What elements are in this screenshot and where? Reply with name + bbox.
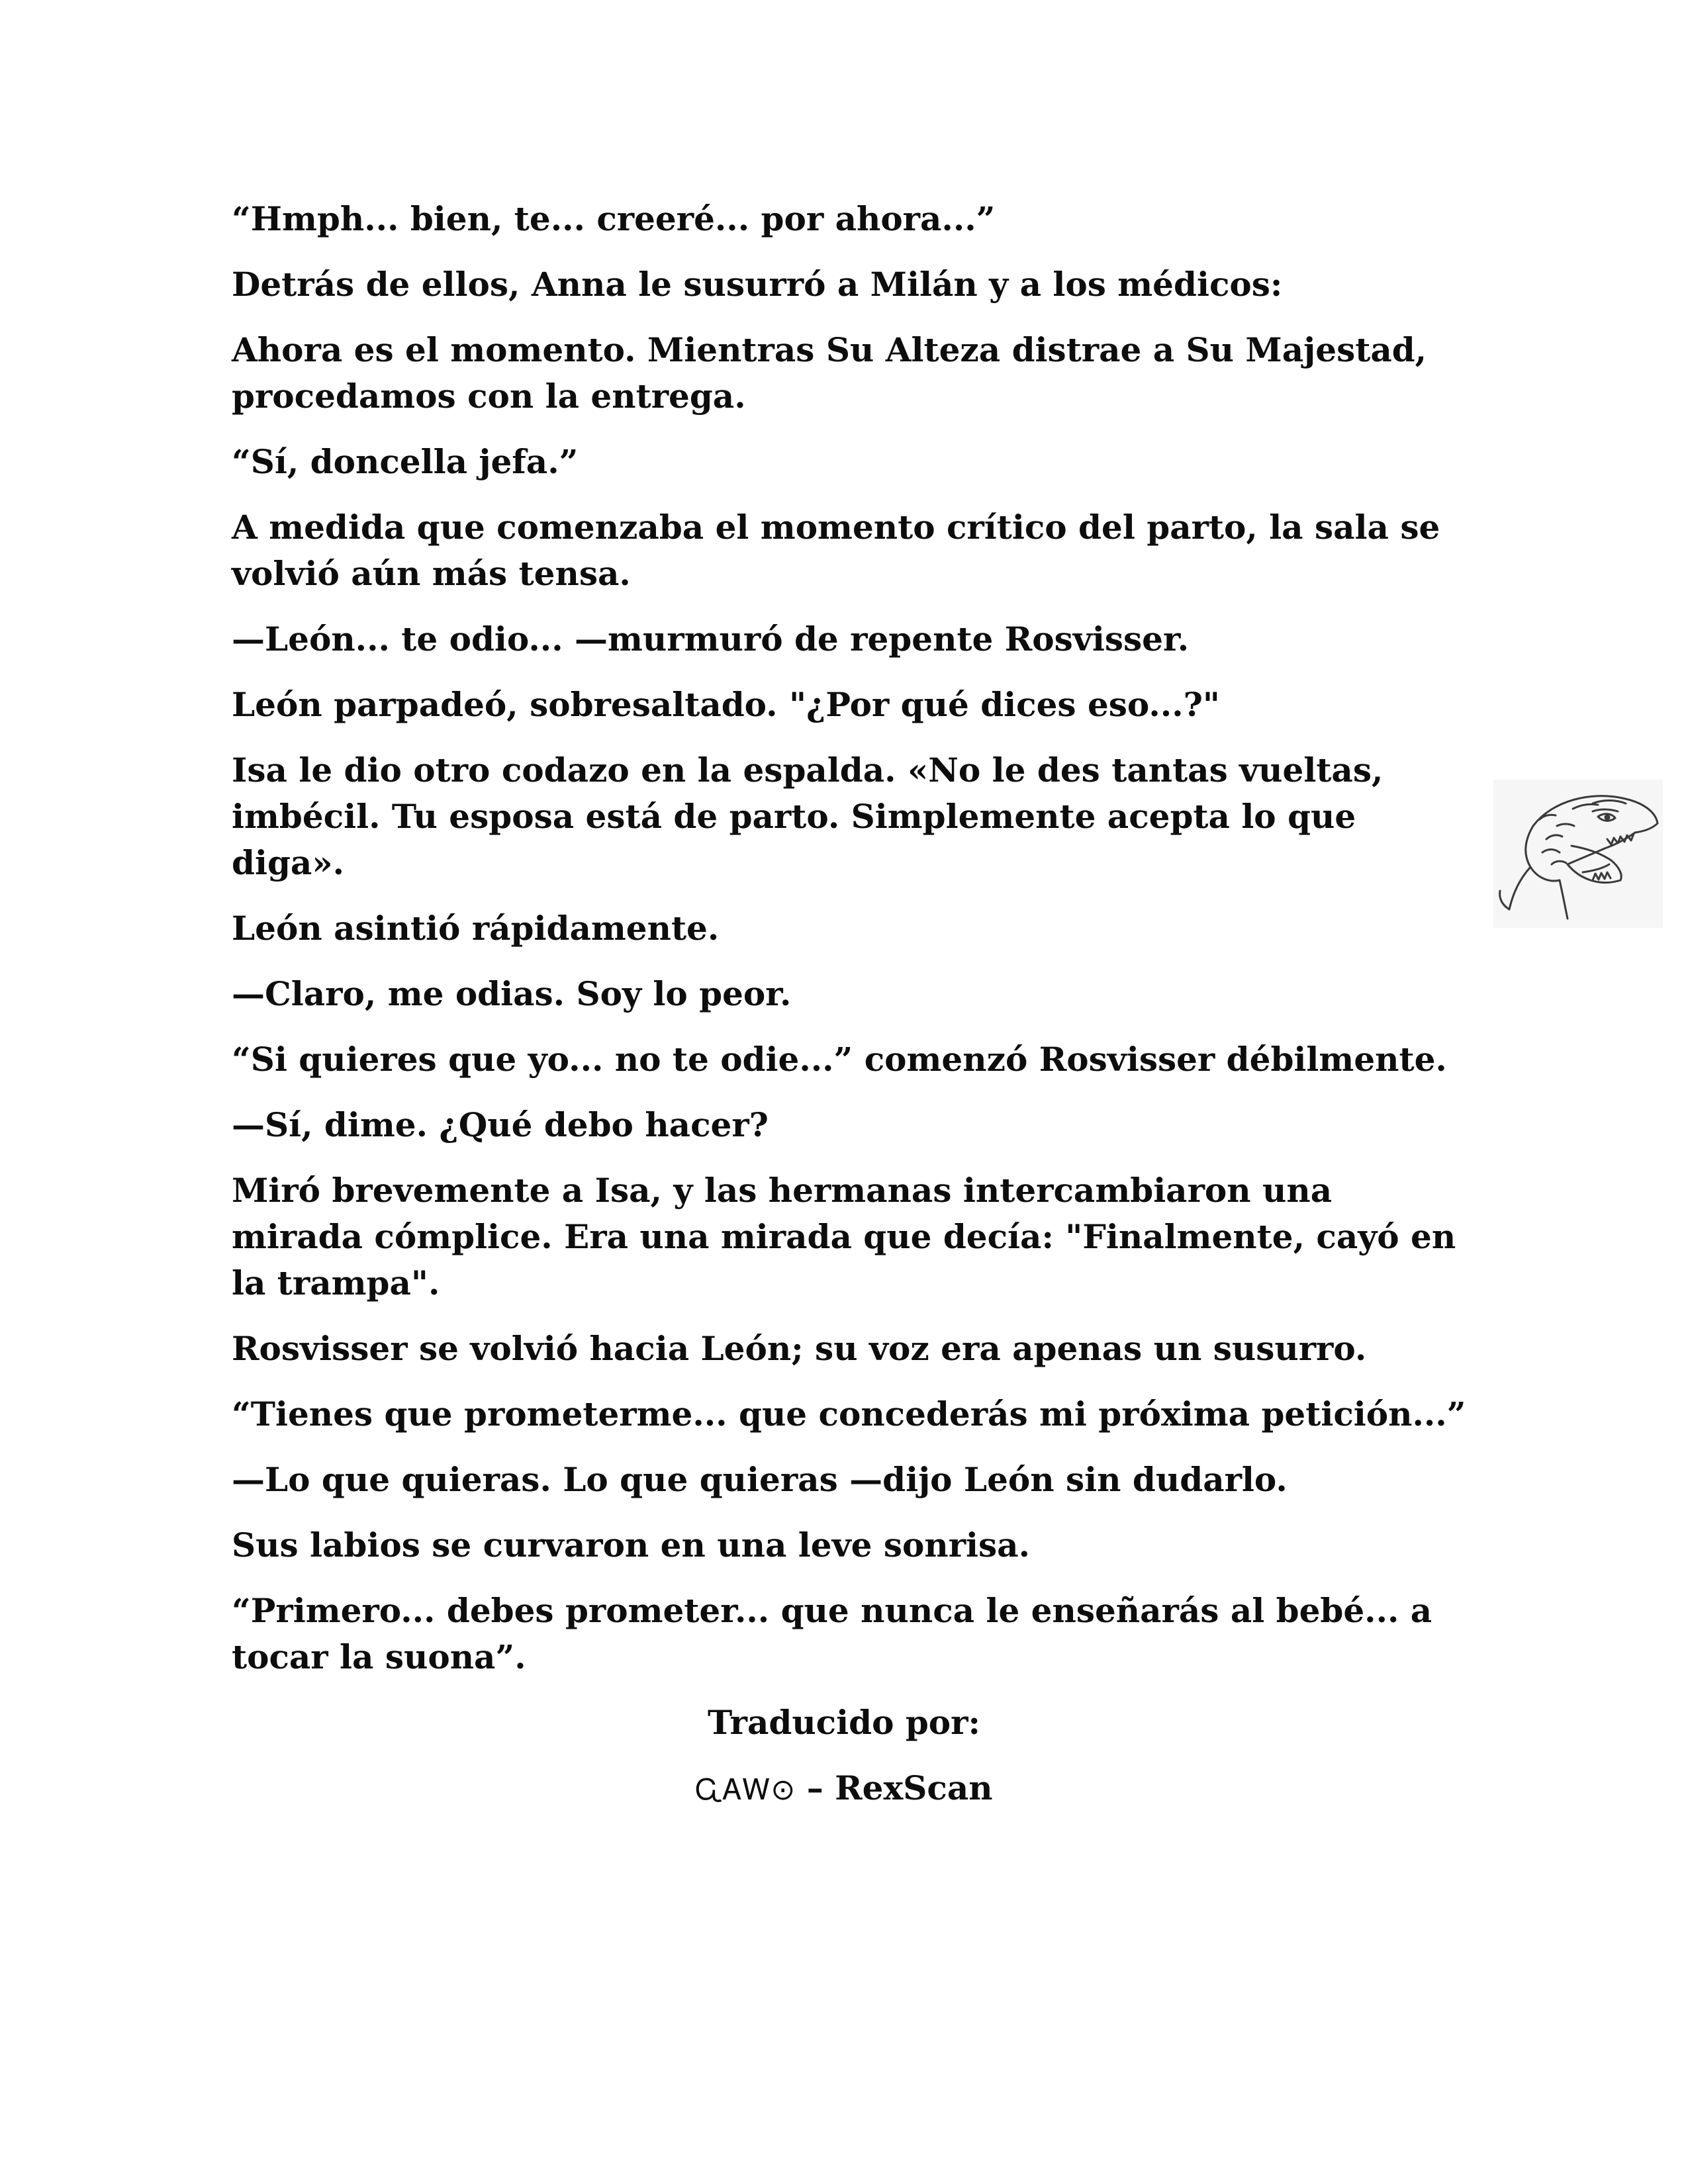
paragraph: “Sí, doncella jefa.”	[232, 442, 579, 481]
translator-name: ᏩᎪᎳ⊙	[695, 1773, 796, 1807]
credits-line	[225, 1765, 1463, 1813]
paragraph: “Si quieres que yo... no te odie...” comenzó Rosvisser débilmente.	[232, 1040, 1447, 1079]
paragraph: Isa le dio otro codazo en la espalda. «No le des tantas vueltas, imbécil. Tu esposa está de parto. Simplemente acepta lo que diga».	[232, 751, 1383, 882]
t-rex-head-sketch-icon	[1493, 780, 1663, 928]
paragraph: León asintió rápidamente.	[232, 909, 720, 948]
paragraph: A medida que comenzaba el momento crítico del parto, la sala se volvió aún más tensa.	[232, 508, 1440, 593]
paragraph: Rosvisser se volvió hacia León; su voz era apenas un susurro.	[232, 1329, 1367, 1368]
credits-label: Traducido por:	[708, 1703, 980, 1742]
paragraph: “Primero... debes prometer... que nunca le enseñarás al bebé... a tocar la suona”.	[232, 1591, 1432, 1676]
credits-separator: –	[795, 1768, 835, 1807]
paragraph: —Sí, dime. ¿Qué debo hacer?	[232, 1105, 769, 1144]
paragraph: —León... te odio... —murmuró de repente Rosvisser.	[232, 619, 1190, 659]
paragraph: Miró brevemente a Isa, y las hermanas intercambiaron una mirada cómplice. Era una mirada que decía: "Finalmente, cayó en la trampa".	[232, 1171, 1456, 1302]
paragraph: Detrás de ellos, Anna le susurró a Milán y a los médicos:	[232, 265, 1283, 304]
paragraph: —Lo que quieras. Lo que quieras —dijo León sin dudarlo.	[232, 1460, 1288, 1499]
paragraph: Sus labios se curvaron en una leve sonrisa.	[232, 1525, 1030, 1565]
paragraph: “Tienes que prometerme... que concederás mi próxima petición...”	[232, 1394, 1466, 1433]
paragraph: “Hmph... bien, te... creeré... por ahora...”	[232, 199, 996, 238]
credits-block	[225, 1700, 1463, 1813]
document-body	[232, 196, 1470, 1833]
scan-group-name: RexScan	[835, 1768, 993, 1807]
paragraph: —Claro, me odias. Soy lo peor.	[232, 974, 792, 1013]
paragraph: Ahora es el momento. Mientras Su Alteza distrae a Su Majestad, procedamos con la entrega.	[232, 330, 1427, 416]
paragraph: León parpadeó, sobresaltado. "¿Por qué dices eso...?"	[232, 685, 1220, 724]
